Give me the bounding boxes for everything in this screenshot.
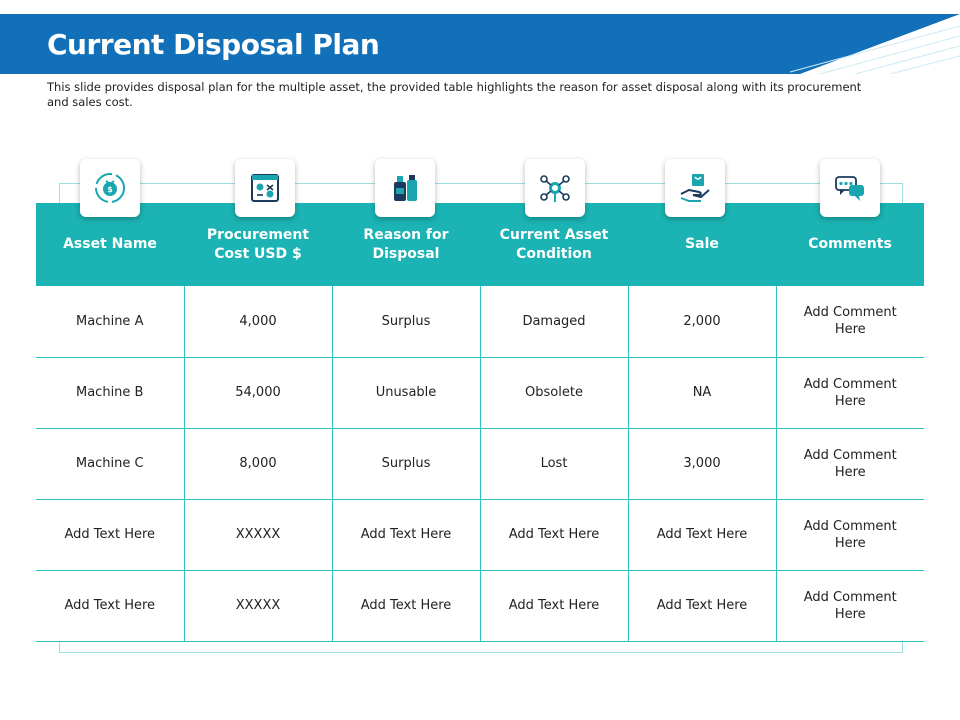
cell-comment: Add Comment Here <box>776 428 924 499</box>
cell-sale: NA <box>628 357 776 428</box>
cell-reason: Add Text Here <box>332 570 480 641</box>
page-title: Current Disposal Plan <box>47 28 380 61</box>
disposal-table <box>36 203 924 642</box>
cell-comment: Add Comment Here <box>776 286 924 357</box>
cell-procurement-cost: XXXXX <box>184 570 332 641</box>
cell-asset-name: Machine B <box>36 357 184 428</box>
cell-procurement-cost: 4,000 <box>184 286 332 357</box>
chat-bubbles-icon <box>832 170 868 206</box>
cell-condition: Add Text Here <box>480 499 628 570</box>
cell-asset-name: Add Text Here <box>36 570 184 641</box>
hand-bag-icon-tile <box>665 159 725 217</box>
cell-condition: Add Text Here <box>480 570 628 641</box>
cell-reason: Add Text Here <box>332 499 480 570</box>
cell-comment: Add Comment Here <box>776 570 924 641</box>
cell-sale: Add Text Here <box>628 499 776 570</box>
header-asset-name: Asset Name <box>36 203 184 286</box>
circuit-icon-tile <box>525 159 585 217</box>
cell-comment: Add Comment Here <box>776 357 924 428</box>
header-reason-for-disposal: Reason for Disposal <box>332 203 480 286</box>
table-row <box>36 499 924 570</box>
cell-reason: Surplus <box>332 286 480 357</box>
cell-asset-name: Add Text Here <box>36 499 184 570</box>
chat-bubbles-icon-tile <box>820 159 880 217</box>
cell-sale: 2,000 <box>628 286 776 357</box>
table-row <box>36 570 924 641</box>
calculator-icon <box>247 170 283 206</box>
table-header-row <box>36 203 924 286</box>
hand-bag-icon <box>677 170 713 206</box>
money-cycle-icon <box>92 170 128 206</box>
cell-reason: Unusable <box>332 357 480 428</box>
table-row <box>36 286 924 357</box>
table-row <box>36 428 924 499</box>
header-current-asset-condition: Current Asset Condition <box>480 203 628 286</box>
bottles-icon-tile <box>375 159 435 217</box>
cell-procurement-cost: 8,000 <box>184 428 332 499</box>
cell-sale: Add Text Here <box>628 570 776 641</box>
header-comments: Comments <box>776 203 924 286</box>
title-bar <box>0 14 960 74</box>
cell-sale: 3,000 <box>628 428 776 499</box>
cell-comment: Add Comment Here <box>776 499 924 570</box>
cell-condition: Damaged <box>480 286 628 357</box>
svg-text:$: $ <box>107 185 113 194</box>
calculator-icon-tile <box>235 159 295 217</box>
cell-procurement-cost: 54,000 <box>184 357 332 428</box>
cell-procurement-cost: XXXXX <box>184 499 332 570</box>
disposal-table-wrapper <box>36 203 924 642</box>
cell-reason: Surplus <box>332 428 480 499</box>
page-description: This slide provides disposal plan for the multiple asset, the provided table highlights the reason for asset disposal along with its procurement and sales cost. <box>47 80 862 109</box>
header-sale: Sale <box>628 203 776 286</box>
table-row <box>36 357 924 428</box>
cell-condition: Lost <box>480 428 628 499</box>
bottles-icon <box>387 170 423 206</box>
header-procurement-cost: Procurement Cost USD $ <box>184 203 332 286</box>
money-cycle-icon-tile <box>80 159 140 217</box>
circuit-icon <box>537 170 573 206</box>
cell-asset-name: Machine A <box>36 286 184 357</box>
cell-condition: Obsolete <box>480 357 628 428</box>
cell-asset-name: Machine C <box>36 428 184 499</box>
